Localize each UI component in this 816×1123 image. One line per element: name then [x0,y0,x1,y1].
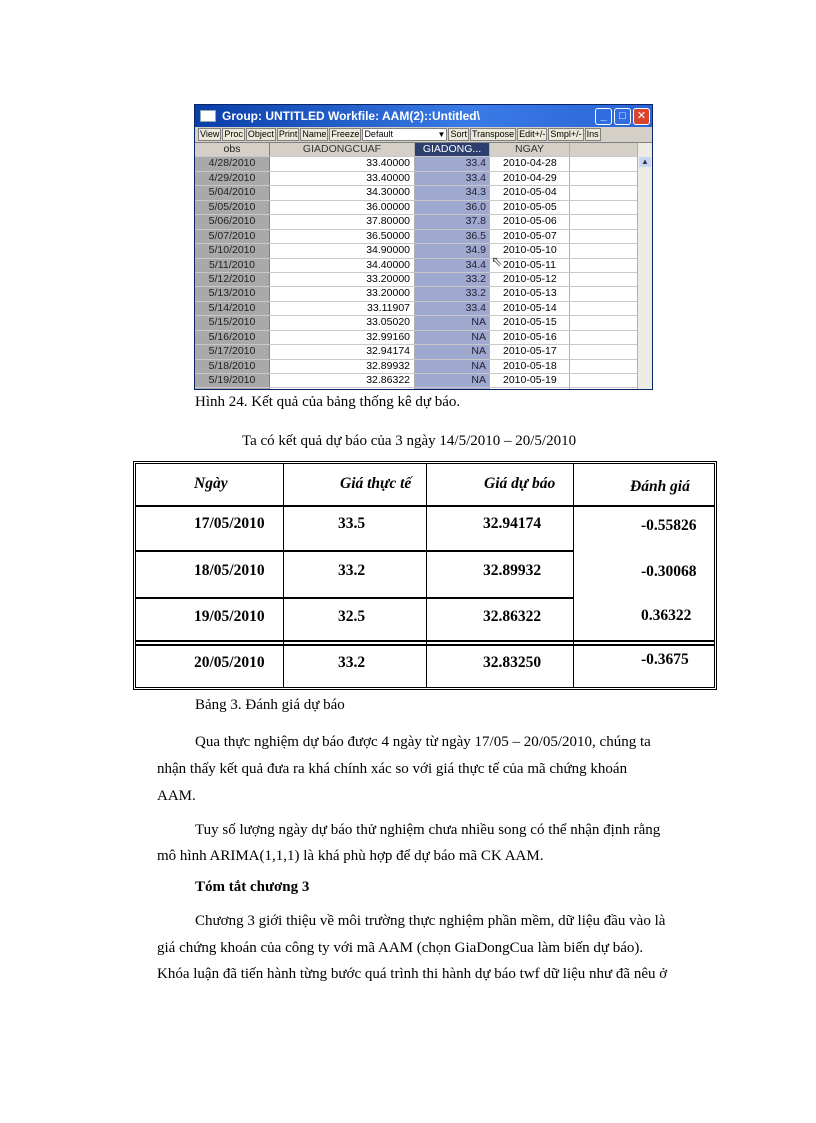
actual-cell[interactable]: 33.2 [415,287,490,300]
obs-cell[interactable]: 5/12/2010 [195,273,270,286]
para1-line2: nhận thấy kết quả đưa ra khá chính xác so với giá thực tế của mã chứng khoán [157,761,628,777]
grid-row [195,345,652,359]
grid-row [195,186,652,200]
date-cell[interactable]: 2010-05-17 [490,345,570,358]
obs-cell[interactable]: 5/13/2010 [195,287,270,300]
forecast-cell[interactable]: 33.20000 [270,287,415,300]
header-evaluation: Đánh giá [630,478,690,495]
grid-row [195,172,652,186]
forecast-cell[interactable]: 37.80000 [270,215,415,228]
vertical-scrollbar[interactable] [637,143,652,390]
date-cell[interactable]: 2010-05-05 [490,201,570,214]
col-header-obs[interactable]: obs [195,143,270,156]
para2-line2: mô hình ARIMA(1,1,1) là khá phù hợp để dự báo mã CK AAM. [157,848,544,864]
obs-cell[interactable]: 5/18/2010 [195,360,270,373]
ins-button[interactable]: Ins [586,129,599,139]
row-date: 20/05/2010 [194,654,265,671]
minimize-icon[interactable]: _ [595,108,612,125]
obs-cell[interactable]: 5/07/2010 [195,230,270,243]
forecast-cell[interactable]: 36.50000 [270,230,415,243]
row-evaluation: -0.30068 [641,563,697,580]
object-button[interactable]: Object [247,129,274,139]
obs-cell[interactable]: 5/06/2010 [195,215,270,228]
print-button[interactable]: Print [278,129,298,139]
grid-row [195,316,652,330]
row-evaluation: -0.3675 [641,651,689,668]
scroll-up-icon[interactable]: ▲ [639,157,651,167]
data-grid [195,143,652,390]
date-cell[interactable]: 2010-05-07 [490,230,570,243]
grid-header-row [195,143,652,157]
date-cell[interactable] [490,388,570,390]
obs-cell[interactable]: 5/17/2010 [195,345,270,358]
forecast-cell[interactable]: 36.00000 [270,201,415,214]
actual-cell[interactable]: NA [415,345,490,358]
grid-row [195,331,652,345]
freeze-button[interactable]: Freeze [331,129,360,139]
actual-cell[interactable]: 33.4 [415,302,490,315]
proc-button[interactable]: Proc [224,129,243,139]
sort-button[interactable]: Sort [450,129,467,139]
para1-line1: Qua thực nghiệm dự báo được 4 ngày từ ngày 17/05 – 20/05/2010, chúng ta [195,734,651,750]
obs-cell[interactable]: 5/14/2010 [195,302,270,315]
forecast-cell[interactable]: 32.86322 [270,374,415,387]
actual-cell[interactable]: 33.2 [415,273,490,286]
maximize-icon[interactable]: □ [614,108,631,125]
forecast-cell[interactable]: 34.40000 [270,259,415,272]
actual-cell[interactable]: 37.8 [415,215,490,228]
forecast-cell[interactable]: 32.99160 [270,331,415,344]
obs-cell[interactable]: 4/28/2010 [195,157,270,170]
header-ngay: Ngày [194,475,228,492]
para2-line1: Tuy số lượng ngày dự báo thử nghiệm chưa nhiều song có thể nhận định rằng [195,822,661,838]
forecast-evaluation-table [133,461,717,690]
actual-cell[interactable]: 36.5 [415,230,490,243]
obs-cell[interactable]: 5/05/2010 [195,201,270,214]
date-cell[interactable]: 2010-05-06 [490,215,570,228]
row-forecast-price: 32.83250 [483,654,542,671]
date-cell[interactable]: 2010-05-18 [490,360,570,373]
grid-row [195,388,652,390]
date-cell[interactable]: 2010-05-04 [490,186,570,199]
date-cell[interactable]: 2010-05-12 [490,273,570,286]
smpl-toggle-button[interactable]: Smpl+/- [550,129,582,139]
date-cell[interactable]: 2010-05-13 [490,287,570,300]
obs-cell[interactable]: 5/11/2010 [195,259,270,272]
app-window-icon [200,110,216,122]
row-date: 18/05/2010 [194,562,265,579]
forecast-cell[interactable]: 34.90000 [270,244,415,257]
date-cell[interactable]: 2010-05-10 [490,244,570,257]
name-button[interactable]: Name [302,129,327,139]
header-actual-price: Giá thực tế [340,475,412,492]
col-header-actual[interactable]: GIADONG... [415,143,490,156]
display-format-select[interactable]: Default ▼ [364,129,446,139]
actual-cell[interactable]: 34.9 [415,244,490,257]
row-date: 19/05/2010 [194,608,265,625]
forecast-cell[interactable]: 32.94174 [270,345,415,358]
grid-row [195,360,652,374]
actual-cell[interactable] [415,388,490,390]
date-cell[interactable]: 2010-04-29 [490,172,570,185]
row-forecast-price: 32.86322 [483,608,542,625]
grid-row [195,374,652,388]
view-button[interactable]: View [200,129,220,139]
actual-cell[interactable]: NA [415,360,490,373]
actual-cell[interactable]: 34.4 [415,259,490,272]
forecast-cell[interactable]: 33.40000 [270,157,415,170]
close-icon[interactable]: ✕ [633,108,650,125]
forecast-cell[interactable] [270,388,415,390]
actual-cell[interactable]: NA [415,316,490,329]
eviews-group-window [194,104,653,390]
row-forecast-price: 32.94174 [483,515,542,532]
para3-line3: Khóa luận đã tiến hành từng bước quá trình thi hành dự báo twf dữ liệu như đã nêu ở [157,966,668,982]
actual-cell[interactable]: 33.4 [415,157,490,170]
actual-cell[interactable]: 36.0 [415,201,490,214]
actual-cell[interactable]: 34.3 [415,186,490,199]
grid-row [195,230,652,244]
header-forecast-price: Giá dự báo [484,475,556,492]
eviews-toolbar [195,127,652,143]
actual-cell[interactable]: NA [415,374,490,387]
row-actual-price: 33.5 [338,515,366,532]
date-cell[interactable]: 2010-05-14 [490,302,570,315]
figure-caption: Hình 24. Kết quả của bảng thống kê dự báo. [195,394,461,410]
edit-toggle-button[interactable]: Edit+/- [519,129,546,139]
obs-cell[interactable]: 5/19/2010 [195,374,270,387]
para3-line2: giá chứng khoán của công ty với mã AAM (chọn GiaDongCua làm biến dự báo). [157,940,644,956]
table-caption: Bảng 3. Đánh giá dự báo [195,697,345,713]
transpose-button[interactable]: Transpose [471,129,515,139]
row-forecast-price: 32.89932 [483,562,542,579]
row-actual-price: 33.2 [338,654,366,671]
forecast-cell[interactable]: 33.20000 [270,273,415,286]
obs-cell[interactable]: 5/15/2010 [195,316,270,329]
row-evaluation: 0.36322 [641,607,692,624]
obs-cell[interactable] [195,388,270,390]
grid-row [195,244,652,258]
date-cell[interactable]: 2010-05-16 [490,331,570,344]
actual-cell[interactable]: 33.4 [415,172,490,185]
forecast-cell[interactable]: 33.11907 [270,302,415,315]
section-heading: Tóm tắt chương 3 [195,879,310,895]
row-date: 17/05/2010 [194,515,265,532]
intro-text: Ta có kết quả dự báo của 3 ngày 14/5/2010 – 20/5/2010 [242,433,577,449]
grid-row [195,302,652,316]
obs-cell[interactable]: 5/16/2010 [195,331,270,344]
col-header-forecast[interactable]: GIADONGCUAF [270,143,415,156]
window-titlebar [195,105,652,127]
obs-cell[interactable]: 4/29/2010 [195,172,270,185]
row-actual-price: 32.5 [338,608,366,625]
date-cell[interactable]: 2010-05-11 [490,259,570,272]
row-evaluation: -0.55826 [641,517,697,534]
mouse-cursor-icon: ⇖ [491,253,503,269]
para3-line1: Chương 3 giới thiệu về môi trường thực nghiệm phần mềm, dữ liệu đầu vào là [195,913,666,929]
grid-row [195,273,652,287]
date-cell[interactable]: 2010-04-28 [490,157,570,170]
forecast-cell[interactable]: 33.40000 [270,172,415,185]
row-actual-price: 33.2 [338,562,366,579]
obs-cell[interactable]: 5/04/2010 [195,186,270,199]
para1-line3: AAM. [157,788,196,804]
forecast-cell[interactable]: 34.30000 [270,186,415,199]
forecast-cell[interactable]: 32.89932 [270,360,415,373]
grid-row [195,201,652,215]
grid-row [195,157,652,171]
date-cell[interactable]: 2010-05-15 [490,316,570,329]
chevron-down-icon: ▼ [437,130,446,139]
actual-cell[interactable]: NA [415,331,490,344]
obs-cell[interactable]: 5/10/2010 [195,244,270,257]
forecast-cell[interactable]: 33.05020 [270,316,415,329]
date-cell[interactable]: 2010-05-19 [490,374,570,387]
grid-row [195,215,652,229]
window-title: Group: UNTITLED Workfile: AAM(2)::Untitled\ [222,109,480,123]
grid-row [195,287,652,301]
col-header-ngay[interactable]: NGAY [490,143,570,156]
grid-row [195,259,652,273]
